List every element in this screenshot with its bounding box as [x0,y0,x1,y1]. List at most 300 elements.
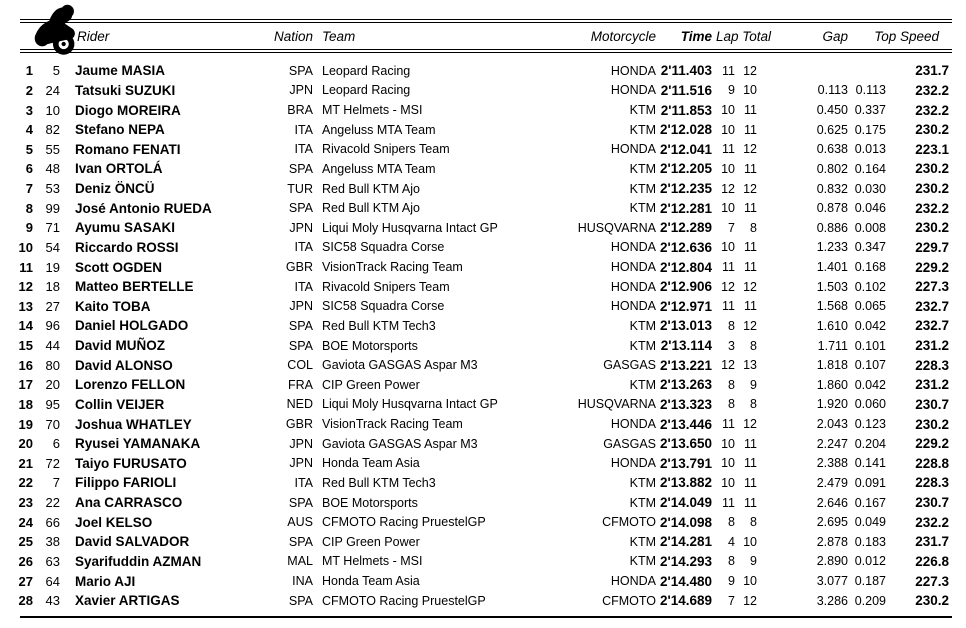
total-laps-cell: 8 [750,338,757,353]
gap-to-prev-cell: 0.164 [854,161,886,176]
nation-cell: SPA [288,201,313,216]
table-row [0,218,966,238]
table-row [0,257,966,277]
column-header-top-speed: Top Speed [874,28,939,44]
gap-to-prev-cell: 0.102 [854,279,886,294]
gap-to-prev-cell: 0.347 [854,240,886,255]
lap-cell: 9 [728,83,735,98]
gap-to-prev-cell: 0.046 [854,201,886,216]
top-speed-cell: 229.7 [915,239,949,255]
bike-number-cell: 20 [45,377,60,393]
total-laps-cell: 8 [750,397,757,412]
rider-name-cell: Xavier ARTIGAS [75,593,180,609]
gap-to-prev-cell: 0.168 [854,260,886,275]
rider-name-cell: Ayumu SASAKI [75,220,176,236]
lap-cell: 11 [722,299,735,314]
lap-cell: 8 [728,377,735,392]
motorcycle-cell: HONDA [610,574,656,589]
motorcycle-cell: HONDA [610,279,656,294]
motorcycle-cell: KTM [629,201,656,216]
best-time-cell: 2'12.289 [660,220,713,236]
gap-to-first-cell: 2.247 [816,436,848,451]
team-cell: Gaviota GASGAS Aspar M3 [322,436,478,451]
team-cell: CFMOTO Racing PruestelGP [322,593,486,608]
gap-to-prev-cell: 0.042 [854,377,886,392]
gap-to-first-cell: 0.886 [816,220,848,235]
bike-number-cell: 55 [45,141,60,157]
motorcycle-cell: KTM [629,377,656,392]
gap-to-first-cell: 2.388 [816,456,848,471]
gap-to-prev-cell: 0.030 [854,181,886,196]
position-cell: 2 [25,82,33,98]
best-time-cell: 2'13.323 [660,396,713,412]
motorcycle-cell: HONDA [610,63,656,78]
bike-number-cell: 38 [45,534,60,550]
gap-to-first-cell: 3.077 [816,574,848,589]
gap-to-first-cell: 1.401 [816,260,848,275]
lap-cell: 3 [728,338,735,353]
column-header-team: Team [322,28,356,44]
team-cell: Red Bull KTM Ajo [322,181,420,196]
position-cell: 7 [25,181,33,197]
team-cell: Leopard Racing [322,83,411,98]
motorcycle-cell: KTM [629,338,656,353]
motorcycle-cell: KTM [629,495,656,510]
column-header-lap-total: Lap Total [716,28,772,44]
team-cell: Angeluss MTA Team [322,122,436,137]
gap-to-prev-cell: 0.187 [854,574,886,589]
nation-cell: SPA [288,161,313,176]
gap-to-first-cell: 2.878 [816,534,848,549]
nation-cell: SPA [288,534,313,549]
best-time-cell: 2'12.281 [660,200,713,216]
bike-number-cell: 70 [45,416,60,432]
lap-cell: 10 [721,456,735,471]
position-cell: 3 [25,102,33,118]
motorcycle-cell: HONDA [610,260,656,275]
nation-cell: JPN [289,456,313,471]
motorcycle-cell: HONDA [610,456,656,471]
bike-number-cell: 66 [45,514,60,530]
column-header-rider: Rider [77,28,110,44]
header-bottom-rule-2 [20,52,952,53]
gap-to-first-cell: 0.450 [816,103,848,118]
total-laps-cell: 11 [744,201,757,216]
header-top-rule-1 [20,19,952,20]
lap-cell: 10 [721,436,735,451]
team-cell: Red Bull KTM Tech3 [322,475,436,490]
column-header-gap: Gap [822,28,848,44]
column-header-time: Time [680,28,712,44]
top-speed-cell: 232.2 [915,102,949,118]
motorcycle-cell: HONDA [610,142,656,157]
nation-cell: AUS [287,515,313,530]
nation-cell: SPA [288,338,313,353]
top-speed-cell: 228.3 [915,475,949,491]
gap-to-first-cell: 0.113 [817,83,848,98]
gap-to-first-cell: 3.286 [816,593,848,608]
team-cell: VisionTrack Racing Team [322,260,463,275]
position-cell: 4 [25,122,33,138]
lap-cell: 11 [722,63,735,78]
total-laps-cell: 9 [750,377,757,392]
rider-name-cell: Romano FENATI [75,141,181,157]
motorcycle-cell: HUSQVARNA [577,220,656,235]
nation-cell: ITA [294,279,313,294]
gap-to-prev-cell: 0.049 [854,515,886,530]
table-row [0,552,966,572]
nation-cell: SPA [288,318,313,333]
gap-to-prev-cell: 0.141 [854,456,886,471]
total-laps-cell: 8 [750,220,757,235]
bike-number-cell: 96 [45,318,60,334]
nation-cell: COL [287,358,313,373]
table-row [0,316,966,336]
team-cell: CIP Green Power [322,377,420,392]
position-cell: 17 [18,377,33,393]
gap-to-first-cell: 1.233 [816,240,848,255]
total-laps-cell: 11 [744,299,757,314]
best-time-cell: 2'13.263 [660,377,713,393]
bike-number-cell: 19 [45,259,60,275]
best-time-cell: 2'13.650 [660,436,713,452]
top-speed-cell: 231.2 [915,377,949,393]
table-row [0,277,966,297]
top-speed-cell: 232.2 [915,200,949,216]
nation-cell: FRA [288,377,313,392]
top-speed-cell: 230.2 [915,416,949,432]
top-speed-cell: 229.2 [915,436,949,452]
top-speed-cell: 223.1 [915,141,949,157]
top-speed-cell: 232.2 [915,514,949,530]
lap-cell: 7 [728,593,735,608]
top-speed-cell: 230.7 [915,495,949,511]
table-row [0,336,966,356]
bike-number-cell: 95 [45,396,60,412]
top-speed-cell: 231.7 [915,63,949,79]
bike-number-cell: 53 [45,181,60,197]
team-cell: Rivacold Snipers Team [322,142,450,157]
nation-cell: JPN [289,299,313,314]
lap-cell: 8 [728,397,735,412]
best-time-cell: 2'12.906 [660,279,713,295]
gap-to-first-cell: 0.832 [816,181,848,196]
team-cell: Honda Team Asia [322,456,420,471]
team-cell: SIC58 Squadra Corse [322,240,445,255]
team-cell: Leopard Racing [322,63,411,78]
rider-name-cell: Diogo MOREIRA [75,102,181,118]
table-row [0,238,966,258]
total-laps-cell: 11 [744,456,757,471]
gap-to-first-cell: 2.890 [816,554,848,569]
position-cell: 12 [18,279,33,295]
position-cell: 11 [19,259,33,275]
team-cell: Liqui Moly Husqvarna Intact GP [322,220,498,235]
bike-number-cell: 10 [45,102,60,118]
gap-to-prev-cell: 0.204 [854,436,886,451]
total-laps-cell: 10 [743,534,757,549]
lap-cell: 10 [721,161,735,176]
team-cell: Rivacold Snipers Team [322,279,450,294]
bike-number-cell: 22 [45,495,60,511]
team-cell: Liqui Moly Husqvarna Intact GP [322,397,498,412]
lap-cell: 11 [722,495,735,510]
top-speed-cell: 230.2 [915,593,949,609]
gap-to-first-cell: 0.878 [816,201,848,216]
motorcycle-rider-icon [31,1,87,59]
top-speed-cell: 232.7 [915,318,949,334]
nation-cell: GBR [285,260,313,275]
table-row [0,81,966,101]
column-header-motorcycle: Motorcycle [590,28,656,44]
total-laps-cell: 12 [743,142,757,157]
lap-cell: 12 [721,181,735,196]
table-row [0,179,966,199]
best-time-cell: 2'14.049 [660,495,713,511]
total-laps-cell: 11 [744,161,757,176]
best-time-cell: 2'13.791 [660,455,713,471]
rider-name-cell: Ryusei YAMANAKA [75,436,201,452]
top-speed-cell: 227.3 [915,279,949,295]
top-speed-cell: 228.3 [915,357,949,373]
bike-number-cell: 54 [45,239,60,255]
best-time-cell: 2'14.098 [660,514,713,530]
rider-name-cell: Joel KELSO [75,514,153,530]
total-laps-cell: 10 [743,83,757,98]
motorcycle-cell: HONDA [610,240,656,255]
gap-to-prev-cell: 0.107 [854,358,886,373]
gap-to-prev-cell: 0.123 [854,417,886,432]
team-cell: CIP Green Power [322,534,420,549]
position-cell: 20 [18,436,33,452]
bike-number-cell: 18 [45,279,60,295]
best-time-cell: 2'13.882 [660,475,713,491]
top-speed-cell: 231.7 [915,534,949,550]
rider-name-cell: Lorenzo FELLON [75,377,186,393]
table-row [0,591,966,611]
total-laps-cell: 12 [743,181,757,196]
lap-cell: 10 [721,475,735,490]
table-row [0,512,966,532]
team-cell: Red Bull KTM Ajo [322,201,420,216]
best-time-cell: 2'12.028 [660,122,713,138]
lap-cell: 10 [721,103,735,118]
table-row [0,100,966,120]
total-laps-cell: 11 [744,260,757,275]
best-time-cell: 2'13.013 [660,318,713,334]
top-speed-cell: 228.8 [915,455,949,471]
best-time-cell: 2'13.114 [660,338,712,354]
lap-cell: 10 [721,240,735,255]
motorcycle-cell: GASGAS [603,436,656,451]
gap-to-first-cell: 1.568 [816,299,848,314]
position-cell: 24 [18,514,33,530]
gap-to-first-cell: 1.818 [816,358,848,373]
rider-name-cell: Mario AJI [75,573,136,589]
rider-name-cell: David SALVADOR [75,534,190,550]
gap-to-prev-cell: 0.209 [854,593,886,608]
rider-name-cell: David MUÑOZ [75,338,166,354]
top-speed-cell: 230.2 [915,161,949,177]
rider-name-cell: David ALONSO [75,357,173,373]
column-header-nation: Nation [273,28,313,44]
motorcycle-cell: HUSQVARNA [577,397,656,412]
lap-cell: 12 [721,279,735,294]
position-cell: 16 [18,357,33,373]
nation-cell: JPN [289,436,313,451]
total-laps-cell: 9 [750,554,757,569]
nation-cell: GBR [285,417,313,432]
motorcycle-cell: KTM [629,318,656,333]
table-row [0,532,966,552]
nation-cell: INA [292,574,313,589]
best-time-cell: 2'11.403 [660,63,712,79]
motorcycle-cell: HONDA [610,417,656,432]
position-cell: 27 [18,573,33,589]
motorcycle-cell: CFMOTO [602,515,656,530]
gap-to-prev-cell: 0.113 [855,83,886,98]
gap-to-prev-cell: 0.060 [854,397,886,412]
best-time-cell: 2'12.636 [660,239,713,255]
table-row [0,355,966,375]
gap-to-prev-cell: 0.175 [854,122,886,137]
nation-cell: JPN [289,83,313,98]
rider-name-cell: Scott OGDEN [75,259,163,275]
top-speed-cell: 232.2 [915,82,949,98]
gap-to-first-cell: 0.802 [816,161,848,176]
total-laps-cell: 12 [743,318,757,333]
lap-cell: 11 [722,260,735,275]
team-cell: Gaviota GASGAS Aspar M3 [322,358,478,373]
table-row [0,120,966,140]
rider-name-cell: Kaito TOBA [75,298,151,314]
rider-name-cell: Jaume MASIA [75,63,166,79]
position-cell: 28 [18,593,33,609]
gap-to-prev-cell: 0.337 [854,103,886,118]
lap-cell: 11 [722,417,735,432]
total-laps-cell: 12 [743,279,757,294]
total-laps-cell: 11 [744,122,757,137]
bike-number-cell: 5 [52,63,60,79]
lap-cell: 9 [728,574,735,589]
team-cell: Red Bull KTM Tech3 [322,318,436,333]
top-speed-cell: 231.2 [915,338,949,354]
motorcycle-cell: HONDA [610,83,656,98]
rider-name-cell: Deniz ÖNCÜ [75,181,155,197]
gap-to-first-cell: 2.043 [816,417,848,432]
gap-to-prev-cell: 0.012 [854,554,886,569]
motorcycle-cell: KTM [629,122,656,137]
lap-cell: 10 [721,201,735,216]
gap-to-first-cell: 0.625 [816,122,848,137]
total-laps-cell: 13 [743,358,757,373]
best-time-cell: 2'14.480 [660,573,713,589]
bike-number-cell: 6 [52,436,60,452]
position-cell: 9 [25,220,33,236]
top-speed-cell: 230.2 [915,220,949,236]
bike-number-cell: 71 [45,220,60,236]
position-cell: 1 [25,63,33,79]
best-time-cell: 2'13.446 [660,416,713,432]
table-row [0,434,966,454]
bike-number-cell: 63 [45,553,60,569]
gap-to-first-cell: 2.479 [816,475,848,490]
header-bottom-rule-1 [20,49,952,50]
motorcycle-cell: KTM [629,554,656,569]
best-time-cell: 2'12.971 [660,298,713,314]
table-row [0,140,966,160]
table-row [0,375,966,395]
best-time-cell: 2'13.221 [660,357,713,373]
team-cell: Angeluss MTA Team [322,161,436,176]
position-cell: 13 [18,298,33,314]
position-cell: 14 [18,318,33,334]
nation-cell: SPA [288,495,313,510]
motorcycle-cell: KTM [629,103,656,118]
rider-name-cell: Ivan ORTOLÁ [75,161,163,177]
gap-to-prev-cell: 0.183 [854,534,886,549]
nation-cell: ITA [294,475,313,490]
total-laps-cell: 11 [744,475,757,490]
table-row [0,61,966,81]
total-laps-cell: 11 [744,495,757,510]
best-time-cell: 2'14.293 [660,553,713,569]
gap-to-prev-cell: 0.065 [854,299,886,314]
nation-cell: ITA [294,122,313,137]
nation-cell: TUR [287,181,313,196]
gap-to-prev-cell: 0.167 [854,495,886,510]
team-cell: VisionTrack Racing Team [322,417,463,432]
table-row [0,454,966,474]
rider-name-cell: Filippo FARIOLI [75,475,177,491]
motorcycle-cell: KTM [629,161,656,176]
table-row [0,395,966,415]
bike-number-cell: 24 [45,82,60,98]
top-speed-cell: 229.2 [915,259,949,275]
bike-number-cell: 48 [45,161,60,177]
nation-cell: MAL [287,554,313,569]
position-cell: 23 [18,495,33,511]
best-time-cell: 2'14.689 [660,593,713,609]
team-cell: BOE Motorsports [322,338,418,353]
motorcycle-cell: CFMOTO [602,593,656,608]
position-cell: 18 [18,396,33,412]
motorcycle-cell: GASGAS [603,358,656,373]
rider-name-cell: Joshua WHATLEY [75,416,192,432]
motorcycle-cell: HONDA [610,299,656,314]
gap-to-first-cell: 2.646 [816,495,848,510]
position-cell: 5 [25,141,33,157]
top-speed-cell: 230.2 [915,181,949,197]
top-speed-cell: 232.7 [915,298,949,314]
total-laps-cell: 12 [743,63,757,78]
gap-to-first-cell: 1.920 [816,397,848,412]
table-row [0,297,966,317]
rider-name-cell: Ana CARRASCO [75,495,183,511]
team-cell: SIC58 Squadra Corse [322,299,445,314]
position-cell: 26 [18,553,33,569]
best-time-cell: 2'11.516 [660,82,712,98]
position-cell: 22 [18,475,33,491]
lap-cell: 11 [722,142,735,157]
lap-cell: 8 [728,515,735,530]
top-speed-cell: 227.3 [915,573,949,589]
bike-number-cell: 72 [45,455,60,471]
bike-number-cell: 27 [45,298,60,314]
total-laps-cell: 8 [750,515,757,530]
bike-number-cell: 7 [52,475,60,491]
gap-to-first-cell: 2.695 [816,515,848,530]
